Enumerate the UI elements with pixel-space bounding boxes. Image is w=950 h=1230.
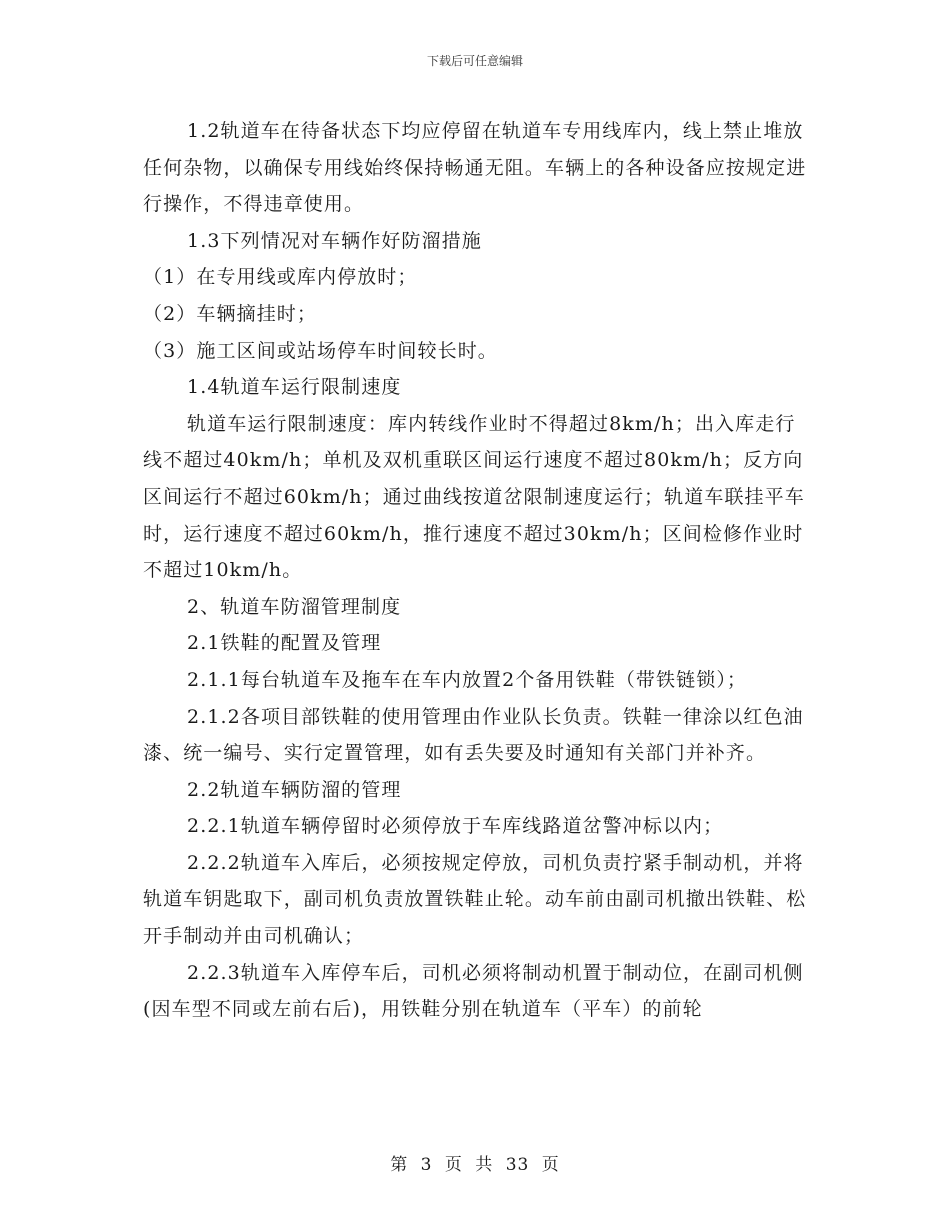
heading-1-4: 1.4轨道车运行限制速度 [187, 376, 402, 399]
paragraph-2-1-2: 2.1.2各项目部铁鞋的使用管理由作业队长负责。铁鞋一律涂以红色油漆、统一编号、实行定置管理，如有丢失要及时通知有关部门并补齐。 [143, 705, 804, 765]
heading-2-2: 2.2轨道车辆防溜的管理 [187, 778, 402, 801]
paragraph-2-2-3: 2.2.3轨道车入库停车后，司机必须将制动机置于制动位，在副司机侧(因车型不同或左前右后)，用铁鞋分别在轨道车（平车）的前轮 [143, 961, 804, 1021]
section-heading-2: 2、轨道车防溜管理制度 [187, 595, 402, 618]
paragraph-2-2-2: 2.2.2轨道车入库后，必须按规定停放，司机负责拧紧手制动机，并将轨道车钥匙取下，副司机负责放置铁鞋止轮。动车前由副司机撤出铁鞋、松开手制动并由司机确认； [143, 851, 807, 948]
page-header: 下载后可任意编辑 [426, 54, 523, 68]
heading-1-3: 1.3下列情况对车辆作好防溜措施 [187, 229, 482, 252]
paragraph-speed-limits: 轨道车运行限制速度：库内转线作业时不得超过8km/h；出入库走行线不超过40km/h；单机及双机重联区间运行速度不超过80km/h；反方向区间运行不超过60km/h；通过曲线按道岔限制速度运行；轨道车联挂平车时，运行速度不超过60km/h，推行速度不超过30km/h；区间检修作业时不超过10km/h。 [143, 412, 805, 582]
paragraph-2-1-1: 2.1.1每台轨道车及拖车在车内放置2个备用铁鞋（带铁链锁）； [187, 668, 748, 691]
document-body [143, 113, 815, 1028]
list-item: （3）施工区间或站场停车时间较长时。 [143, 339, 498, 362]
paragraph-2-2-1: 2.2.1轨道车辆停留时必须停放于车库线路道岔警冲标以内； [187, 815, 724, 838]
page-number-footer: 第 3 页 共 33 页 [390, 1155, 560, 1175]
list-item: （1）在专用线或库内停放时； [143, 266, 418, 289]
heading-2-1: 2.1铁鞋的配置及管理 [187, 632, 382, 655]
list-item: （2）车辆摘挂时； [143, 302, 317, 325]
paragraph-1-2: 1.2轨道车在待备状态下均应停留在轨道车专用线库内，线上禁止堆放任何杂物，以确保专用线始终保持畅通无阻。车辆上的各种设备应按规定进行操作，不得违章使用。 [143, 120, 807, 216]
